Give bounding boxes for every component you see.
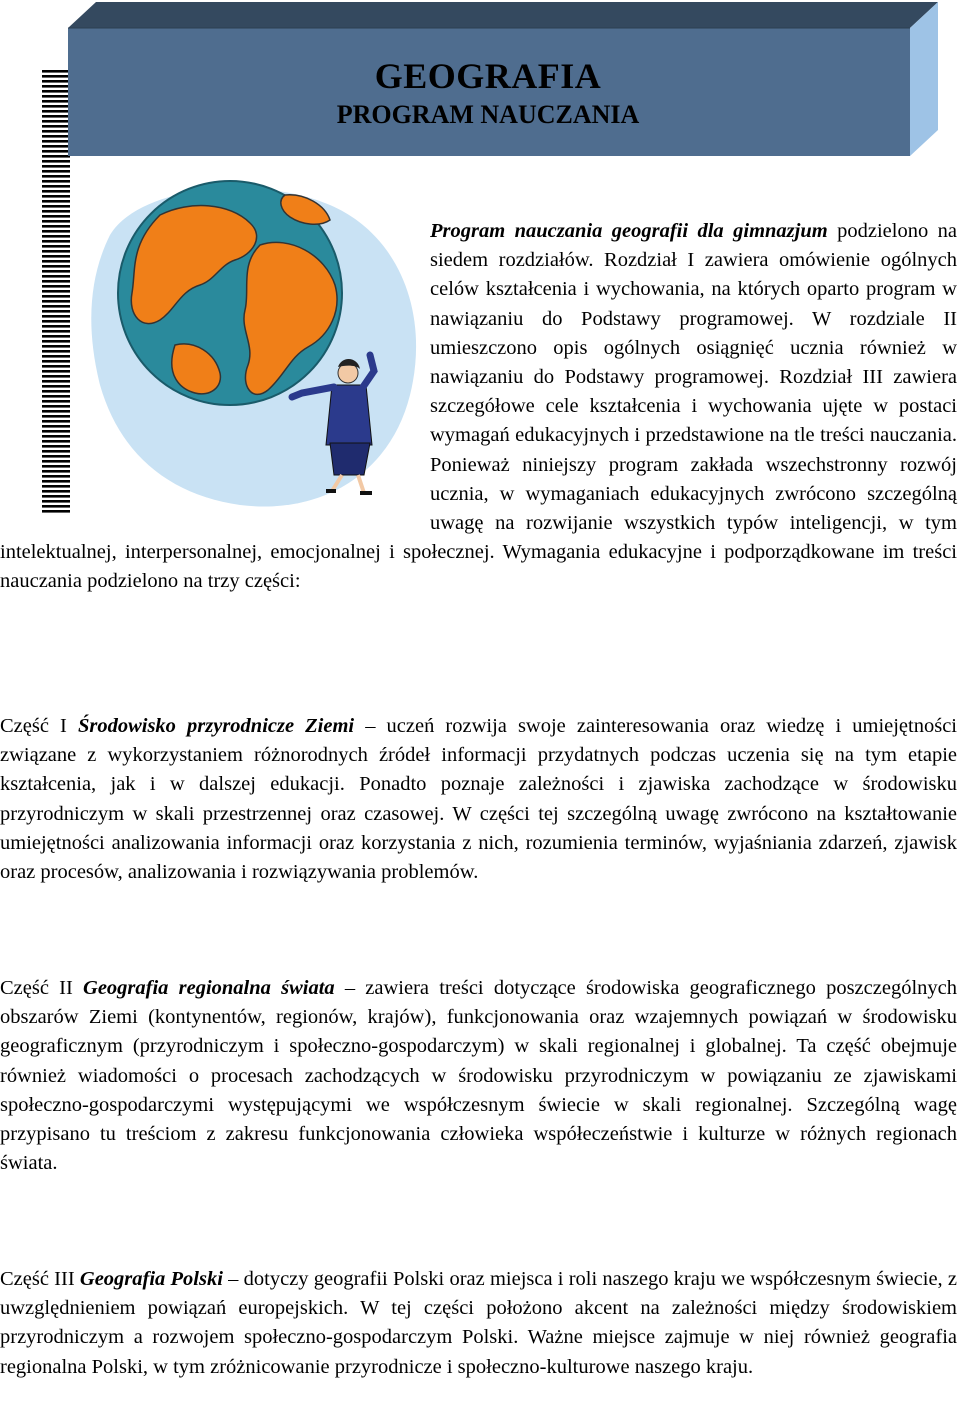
intro-paragraph — [0, 217, 957, 597]
part-3-name: Geografia Polski — [79, 1268, 223, 1290]
part-3-paragraph — [0, 1265, 957, 1382]
intro-text: podzielono na siedem rozdziałów. Rozdział I zawiera omówienie ogólnych celów kształcenia i wychowania, na których oparto program w nawiązaniu do Podstawy programowej. W rozdziale II umieszczono opis ogólnych osiągnięć ucznia również w nawiązaniu do Podstawy programowej. Rozdział III zawiera szczegółowe cele kształcenia i wychowania ujęte w postaci wymagań edukacyjnych i przedstawione na tle treści nauczania. Ponieważ niniejszy program zakłada wszechstronny rozwój ucznia, w wymaganiach edukacyjnych zwrócono szczególną uwagę na rozwijanie wszystkich typów inteligencji, w tym intelektualnej, interpersonalnej, emocjonalnej i społecznej. Wymagania edukacyjne i podporządkowane im treści nauczania podzielono na trzy części: — [0, 220, 957, 593]
intro-lead: Program nauczania geografii dla gimnazjum — [430, 220, 828, 242]
part-3-text: – dotyczy geografii Polski oraz miejsca i roli naszego kraju we współczesnym świecie, z uwzględnieniem powiązań europejskich. W tej części położono akcent na zależności między środowiskiem przyrodniczym a rozwojem społeczno-gospodarczym Polski. Ważne miejsce zajmuje w niej również geografia regionalna Polski, w tym zróżnicowanie przyrodnicze i społeczno-kulturowe naszego kraju. — [0, 1268, 957, 1378]
page-title: GEOGRAFIA — [374, 56, 602, 96]
part-1-prefix: Część I — [0, 715, 78, 737]
part-2-name: Geografia regionalna świata — [83, 977, 335, 999]
part-1-paragraph — [0, 712, 957, 887]
illustration-spacer — [0, 217, 430, 537]
part-2-prefix: Część II — [0, 977, 84, 999]
part-2-text: – zawiera treści dotyczące środowiska geograficznego poszczególnych obszarów Ziemi (kontynentów, regionów, krajów), funkcjonowania oraz wzajemnych powiązań w środowisku geograficznym (przyrodniczym i społeczno-gospodarczym) w skali regionalnej i globalnej. Ta część obejmuje również wiadomości o procesach zachodzących w środowisku przyrodniczym w powiązaniu ze zjawiskami społeczno-gospodarczymi występującymi we współczesnym świecie w skali regionalnej. Szczególną wagę przypisano tu treściom z zakresu funkcjonowania człowieka współeczeństwie i kulturze w różnych regionach świata. — [0, 977, 958, 1175]
part-2-paragraph — [0, 974, 957, 1178]
page-subtitle: PROGRAM NAUCZANIA — [336, 100, 640, 129]
part-1-name: Środowisko przyrodnicze Ziemi — [77, 715, 355, 737]
part-1-text: – uczeń rozwija swoje zainteresowania oraz wiedzę i umiejętności związane z wykorzystaniem różnorodnych źródeł informacji przydatnych podczas uczenia się na tym etapie kształcenia, jak i w dalszej edukacji. Ponadto poznaje zależności i zjawiska zachodzące w środowisku przyrodniczym w skali przestrzennej oraz czasowej. W części tej szczególną uwagę zwrócono na kształtowanie umiejętności analizowania informacji oraz korzystania z nich, rozumienia terminów, wyjaśniania zdarzeń, zjawisk oraz procesów, analizowania i rozwiązywania problemów. — [0, 715, 957, 884]
part-3-prefix: Część III — [0, 1268, 80, 1290]
